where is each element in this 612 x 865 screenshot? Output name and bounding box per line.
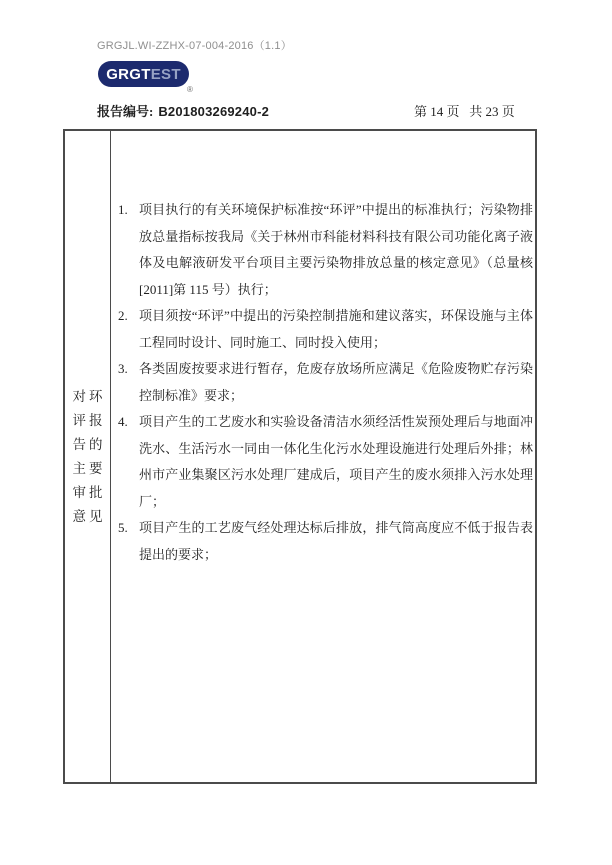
opinion-number: 2. — [118, 308, 128, 323]
opinion-item — [118, 356, 533, 409]
opinion-item — [118, 515, 533, 568]
row-header-line: 审批 — [72, 484, 106, 500]
report-number-label: 报告编号: — [97, 104, 154, 119]
row-header-line: 告的 — [72, 436, 106, 452]
logo-text-bold: GRGT — [106, 65, 151, 83]
opinion-text: 项目产生的工艺废气经处理达标后排放，排气筒高度应不低于报告表提出的要求； — [139, 520, 533, 562]
approval-table — [63, 129, 537, 784]
opinion-text: 各类固废按要求进行暂存，危废存放场所应满足《危险废物贮存污染控制标准》要求； — [139, 361, 533, 403]
opinion-text: 项目产生的工艺废水和实验设备清洁水须经活性炭预处理后与地面冲洗水、生活污水一同由一体化生化污水处理设施进行处理后外排；林州市产业集聚区污水处理厂建成后，项目产生的废水须排入污水处理厂； — [139, 414, 533, 509]
row-header-line: 主要 — [72, 460, 106, 476]
opinion-text: 项目须按“环评”中提出的污染控制措施和建议落实，环保设施与主体工程同时设计、同时施工、同时投入使用； — [139, 308, 533, 350]
opinion-number: 4. — [118, 414, 128, 429]
page-indicator: 第 14 页 共 23 页 — [414, 104, 515, 119]
opinion-number: 3. — [118, 361, 128, 376]
doc-code: GRGJL.WI-ZZHX-07-004-2016（1.1） — [97, 40, 292, 52]
grgtest-logo — [98, 61, 189, 87]
row-header-vertical — [65, 131, 111, 782]
opinion-item — [118, 409, 533, 515]
registered-trademark-icon: ® — [187, 85, 193, 94]
opinion-text: 项目执行的有关环境保护标准按“环评”中提出的标准执行；污染物排放总量指标按我局《关于林州市科能材料科技有限公司功能化离子液体及电解液研发平台项目主要污染物排放总量的核定意见》（总量核[2011]第 115 号）执行； — [139, 202, 533, 297]
row-header-line: 评报 — [72, 412, 106, 428]
opinion-item — [118, 197, 533, 303]
report-number-value: B201803269240-2 — [158, 104, 270, 119]
opinion-list — [111, 131, 535, 782]
opinion-item — [118, 303, 533, 356]
row-header-line: 意见 — [72, 508, 106, 524]
row-header-line: 对环 — [72, 388, 106, 404]
logo-text-light: EST — [150, 65, 181, 83]
opinion-number: 1. — [118, 202, 128, 217]
opinion-number: 5. — [118, 520, 128, 535]
